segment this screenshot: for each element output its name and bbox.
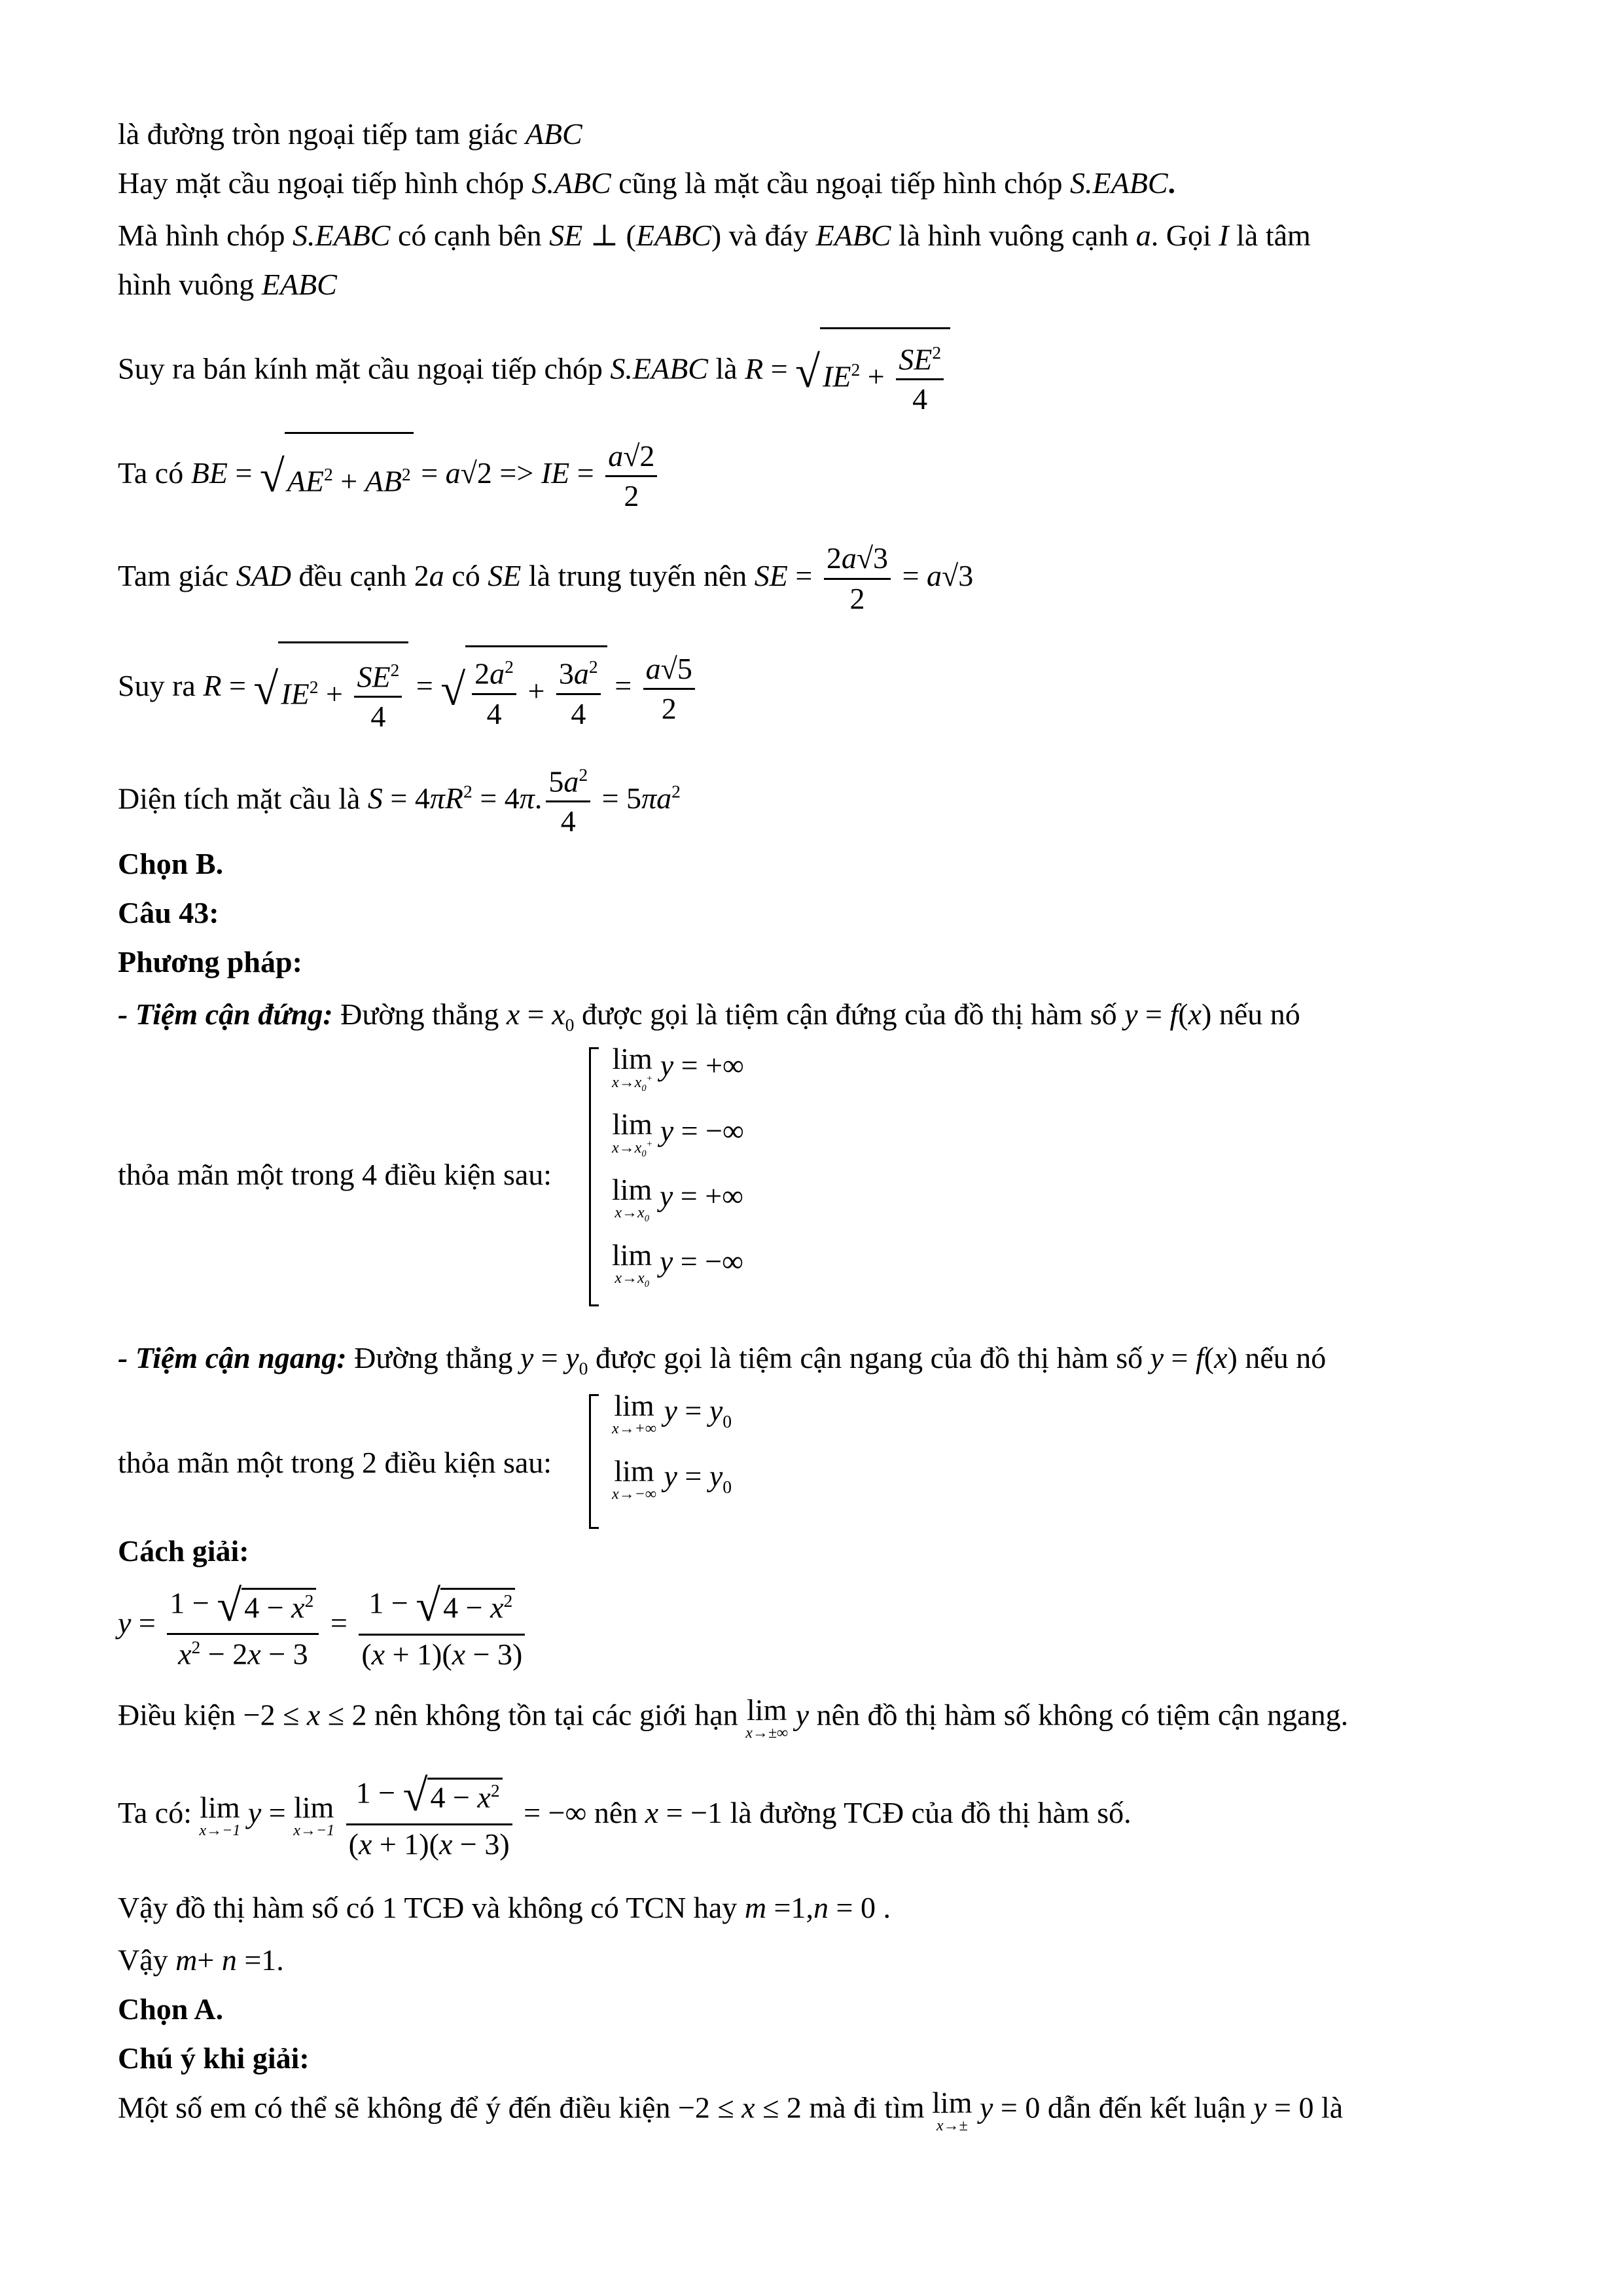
text-line: thỏa mãn một trong 2 điều kiện sau: xyxy=(118,1446,552,1479)
formula-be: BE = $√AE^2 + AB^2 = a√2$ => IE = $\frac{a√2}{2}$ xyxy=(191,456,662,490)
text-line: Mà hình chóp S.EABC có cạnh bên SE ⊥ (EABC) và đáy EABC là hình vuông cạnh a. Gọi I là tâm xyxy=(118,219,1311,252)
limit-cases: lim x→+∞ $y = y_0$ lim x→−∞ $y = y_0$ xyxy=(612,1389,732,1503)
text-line: là đường tròn ngoại tiếp tam giác ABC xyxy=(118,117,582,151)
text-line: Tam giác SAD đều cạnh 2a có SE là trung tuyến nên SE = $\frac{2a√3}{2}$ = a√3 xyxy=(118,541,974,615)
text-line: - Tiệm cận ngang: Đường thẳng $y = y_0$ được gọi là tiệm cận ngang của đồ thị hàm số y = f(x) nếu nó xyxy=(118,1341,1327,1379)
text-line: Ta có BE = $√AE^2 + AB^2 = a√2$ => IE = $\frac{a√2}{2}$ xyxy=(118,432,661,520)
section-note: Chú ý khi giải: xyxy=(118,2041,310,2075)
formula-radius: $R = √IE^2$ + $\frac{SE^2}{4}$ xyxy=(745,352,950,386)
text-line: - Tiệm cận đứng: Đường thẳng $x = x_0$ được gọi là tiệm cận đứng của đồ thị hàm số y = f(x) nếu nó xyxy=(118,997,1300,1035)
case-bracket xyxy=(589,1394,599,1529)
text-line: Ta có: lim x→−1 y = lim x→−1 $\frac{1 - √4 - x^2}{(x + 1)(x - 3)}$ = −∞ nên x = −1 là đường TCĐ của đồ thị hàm số. xyxy=(118,1770,1132,1861)
section-solution: Cách giải: xyxy=(118,1534,249,1568)
text-line: Suy ra bán kính mặt cầu ngoại tiếp chóp S.EABC là $R = √IE^2$ + $\frac{SE^2}{4}$ xyxy=(118,327,950,416)
formula-function: y = $\frac{1 - √4 - x^2}{x^2 - 2x - 3}$ = $\frac{1 - √4 - x^2}{(x + 1)(x - 3)}$ xyxy=(118,1577,529,1671)
case-bracket xyxy=(589,1047,599,1306)
text-line: Vậy m+ n =1. xyxy=(118,1943,284,1977)
text-line: Hay mặt cầu ngoại tiếp hình chóp S.ABC cũng là mặt cầu ngoại tiếp hình chóp S.EABC. xyxy=(118,166,1176,200)
text-line: Diện tích mặt cầu là $S = 4\pi R^2 = 4\pi$. $\frac{5a^2}{4}$ = $5\pi a^2$ xyxy=(118,764,681,838)
answer-b: Chọn B. xyxy=(118,847,224,880)
section-method: Phương pháp: xyxy=(118,945,302,978)
text-line: Suy ra $R = √IE^2$ + $\frac{SE^2}{4}$ = √ $\frac{2a^2}{4}$ + $\frac{3a^2}{4}$ = $\frac{a√5}{2}$ xyxy=(118,641,699,736)
answer-a: Chọn A. xyxy=(118,1992,224,2026)
formula-se: SE = $\frac{2a√3}{2}$ = a√3 xyxy=(754,541,974,615)
limit-cases: lim $x\to x_0^+$ y = +∞ lim $x\to x_0^+$ y = −∞ lim $x\to x_0$ y = +∞ lim $x\to x_0$ y = −∞ xyxy=(612,1042,744,1289)
text-line: Một số em có thể sẽ không để ý đến điều kiện −2 ≤ x ≤ 2 mà đi tìm lim x→± y = 0 dẫn đến kết luận y = 0 là xyxy=(118,2086,1344,2134)
question-number: Câu 43: xyxy=(118,896,219,929)
text-line: thỏa mãn một trong 4 điều kiện sau: xyxy=(118,1158,552,1191)
text-line: Vậy đồ thị hàm số có 1 TCĐ và không có TCN hay m =1,n = 0 . xyxy=(118,1891,891,1924)
formula-r-result: $R = √IE^2$ + $\frac{SE^2}{4}$ = √ $\frac{2a^2}{4}$ + $\frac{3a^2}{4}$ = $\frac{a√5}{2}$ xyxy=(203,669,699,702)
formula-area: $S = 4\pi R^2 = 4\pi$. $\frac{5a^2}{4}$ = $5\pi a^2$ xyxy=(367,764,681,838)
text-line: hình vuông EABC xyxy=(118,268,337,301)
text-line: Điều kiện −2 ≤ x ≤ 2 nên không tồn tại các giới hạn lim x→±∞ y nên đồ thị hàm số không có tiệm cận ngang. xyxy=(118,1693,1349,1742)
